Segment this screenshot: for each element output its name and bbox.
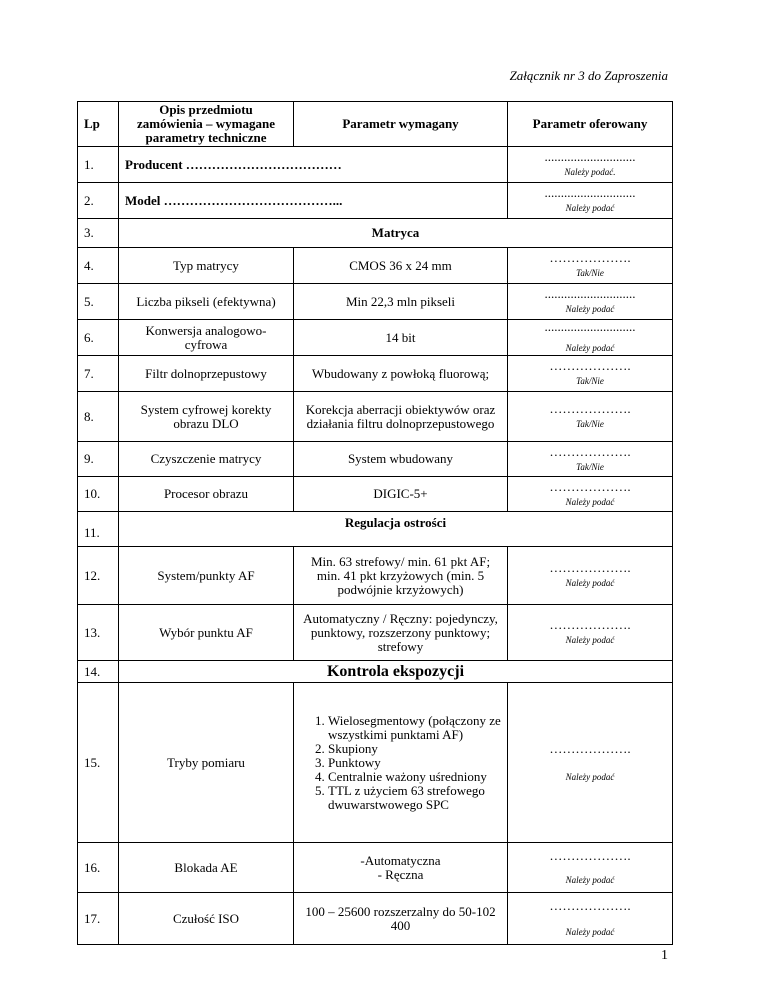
offer-dots: ............................ — [544, 149, 636, 164]
row-lp: 11. — [78, 512, 119, 547]
row-description: Filtr dolnoprzepustowy — [119, 356, 294, 392]
offer-dots: ………………. — [549, 250, 631, 265]
metering-modes-list — [300, 714, 501, 812]
table-row — [78, 843, 673, 893]
required-line: -Automatyczna — [360, 852, 441, 868]
row-description: Typ matrycy — [119, 248, 294, 284]
producer-label: Producent ……………………………… — [119, 147, 508, 183]
row-lp: 10. — [78, 477, 119, 512]
row-required — [294, 683, 508, 843]
table-row — [78, 147, 673, 183]
offered-cell[interactable] — [508, 356, 673, 392]
row-lp: 15. — [78, 683, 119, 843]
offer-dots: ............................ — [544, 319, 636, 334]
row-description: Procesor obrazu — [119, 477, 294, 512]
row-description: Czyszczenie matrycy — [119, 442, 294, 477]
section-title: Matryca — [119, 219, 673, 248]
row-required: 14 bit — [294, 320, 508, 356]
table-row — [78, 284, 673, 320]
row-lp: 3. — [78, 219, 119, 248]
row-description: Blokada AE — [119, 843, 294, 893]
row-required: CMOS 36 x 24 mm — [294, 248, 508, 284]
offer-note: Należy podać — [565, 343, 615, 353]
model-label: Model …………………………………... — [119, 183, 508, 219]
offered-cell[interactable] — [508, 248, 673, 284]
offered-cell[interactable] — [508, 683, 673, 843]
offer-note: Należy podać — [565, 926, 615, 937]
offered-cell[interactable] — [508, 442, 673, 477]
list-item: 3. Punktowy — [328, 756, 501, 770]
offered-cell[interactable] — [508, 477, 673, 512]
row-description: Czułość ISO — [119, 893, 294, 945]
row-description: Tryby pomiaru — [119, 683, 294, 843]
section-title: Kontrola ekspozycji — [119, 661, 673, 683]
offer-note: Należy podać — [565, 304, 615, 314]
offer-dots: ………………. — [549, 617, 631, 632]
row-required: Korekcja aberracji obiektywów oraz działania filtru dolnoprzepustowego — [294, 392, 508, 442]
row-lp: 17. — [78, 893, 119, 945]
table-row — [78, 477, 673, 512]
offer-dots: ………………. — [549, 358, 631, 373]
row-description: Wybór punktu AF — [119, 605, 294, 661]
row-lp: 13. — [78, 605, 119, 661]
offer-note: Tak/Nie — [576, 376, 604, 386]
section-row — [78, 661, 673, 683]
row-lp: 8. — [78, 392, 119, 442]
offer-dots: ………………. — [549, 401, 631, 416]
offer-note: Należy podać — [565, 635, 615, 645]
offered-cell[interactable] — [508, 843, 673, 893]
table-row — [78, 392, 673, 442]
offer-dots: ............................ — [544, 185, 636, 200]
page-number: 1 — [661, 948, 668, 963]
row-description: Konwersja analogowo-cyfrowa — [119, 320, 294, 356]
list-item: 2. Skupiony — [328, 742, 501, 756]
offer-note: Należy podać — [565, 771, 615, 782]
row-required: Wbudowany z powłoką fluorową; — [294, 356, 508, 392]
row-lp: 6. — [78, 320, 119, 356]
offer-note: Tak/Nie — [576, 461, 604, 472]
row-required — [294, 843, 508, 893]
offered-cell[interactable] — [508, 392, 673, 442]
row-required: Min 22,3 mln pikseli — [294, 284, 508, 320]
row-lp: 5. — [78, 284, 119, 320]
offered-cell[interactable] — [508, 183, 673, 219]
offered-cell[interactable] — [508, 147, 673, 183]
table-row — [78, 605, 673, 661]
spec-table — [77, 101, 673, 945]
row-description: System cyfrowej korekty obrazu DLO — [119, 392, 294, 442]
list-item: 4. Centralnie ważony uśredniony — [328, 770, 501, 784]
row-required: System wbudowany — [294, 442, 508, 477]
offer-note: Tak/Nie — [576, 419, 604, 429]
offer-note: Należy podać — [565, 874, 615, 885]
table-row — [78, 442, 673, 477]
header-lp: Lp — [78, 102, 119, 147]
table-row — [78, 547, 673, 605]
row-lp: 2. — [78, 183, 119, 219]
table-row — [78, 893, 673, 945]
offer-note: Należy podać — [565, 578, 615, 588]
row-required: DIGIC-5+ — [294, 477, 508, 512]
table-row — [78, 183, 673, 219]
required-line: - Ręczna — [377, 866, 424, 882]
row-description: Liczba pikseli (efektywna) — [119, 284, 294, 320]
offered-cell[interactable] — [508, 893, 673, 945]
offered-cell[interactable] — [508, 605, 673, 661]
section-row — [78, 219, 673, 248]
offer-note: Należy podać — [565, 496, 615, 507]
row-lp: 14. — [78, 661, 119, 683]
row-lp: 9. — [78, 442, 119, 477]
attachment-title: Załącznik nr 3 do Zaproszenia — [509, 68, 668, 83]
list-item: 1. Wielosegmentowy (połączony ze wszystkimi punktami AF) — [328, 714, 501, 742]
row-lp: 1. — [78, 147, 119, 183]
offered-cell[interactable] — [508, 284, 673, 320]
header-description: Opis przedmiotu zamówienia – wymagane parametry techniczne — [119, 102, 294, 147]
table-row — [78, 356, 673, 392]
row-lp: 12. — [78, 547, 119, 605]
row-lp: 16. — [78, 843, 119, 893]
offer-dots: ………………. — [549, 740, 631, 756]
row-lp: 7. — [78, 356, 119, 392]
offer-note: Tak/Nie — [576, 268, 604, 278]
offered-cell[interactable] — [508, 320, 673, 356]
offer-note: Należy podać. — [564, 167, 616, 177]
offer-note: Należy podać — [565, 203, 615, 213]
header-required: Parametr wymagany — [294, 102, 508, 147]
section-row — [78, 512, 673, 547]
table-row — [78, 320, 673, 356]
row-lp: 4. — [78, 248, 119, 284]
offer-dots: ………………. — [549, 443, 631, 459]
offer-dots: ………………. — [549, 847, 631, 863]
offered-cell[interactable] — [508, 547, 673, 605]
table-row — [78, 683, 673, 843]
offer-dots: ………………. — [549, 897, 631, 913]
row-description: System/punkty AF — [119, 547, 294, 605]
table-header-row — [78, 102, 673, 147]
row-required: Min. 63 strefowy/ min. 61 pkt AF; min. 41 pkt krzyżowych (min. 5 podwójnie krzyżowych) — [294, 547, 508, 605]
offer-dots: ............................ — [544, 286, 636, 301]
section-title: Regulacja ostrości — [119, 512, 673, 547]
row-required: Automatyczny / Ręczny: pojedynczy, punktowy, rozszerzony punktowy; strefowy — [294, 605, 508, 661]
offer-dots: ………………. — [549, 478, 631, 494]
table-row — [78, 248, 673, 284]
header-offered: Parametr oferowany — [508, 102, 673, 147]
row-required: 100 – 25600 rozszerzalny do 50-102 400 — [294, 893, 508, 945]
list-item: 5. TTL z użyciem 63 strefowego dwuwarstwowego SPC — [328, 784, 501, 812]
offer-dots: ………………. — [549, 560, 631, 575]
